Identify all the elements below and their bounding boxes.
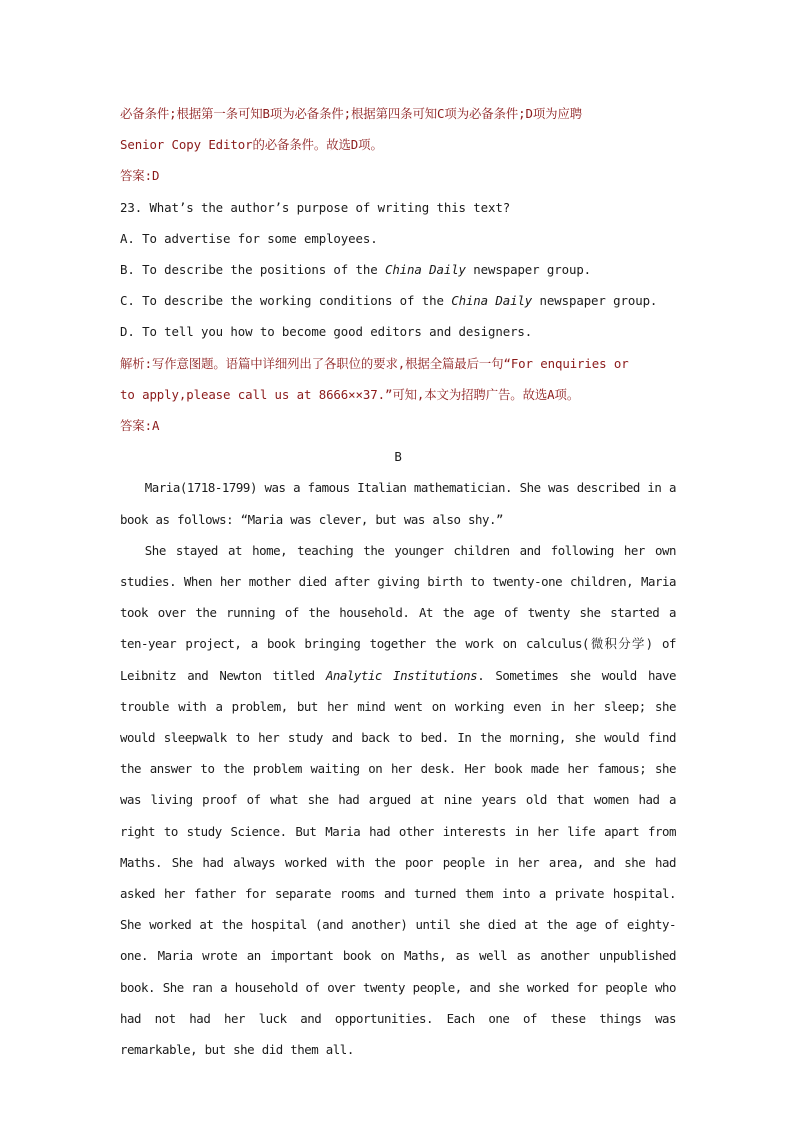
option-c-pre: C. To describe the working conditions of the [120, 293, 452, 309]
section-heading: B [394, 449, 402, 465]
analysis-23-cn-1: 解析:写作意图题。语篇中详细列出了各职位的要求,根据全篇最后一句 [120, 355, 504, 371]
option-b [120, 254, 676, 285]
analysis-23-cn-2: 可知,本文为招聘广告。故选A项。 [392, 386, 580, 402]
option-c-em: China Daily [451, 293, 533, 309]
analysis-23-en-2: to apply,please call us at 8666××37.” [120, 386, 393, 402]
analysis-prev-line-2: Senior Copy Editor的必备条件。故选D项。 [120, 137, 383, 153]
analysis-23-en-1: “For enquiries or [503, 355, 629, 371]
answer-23: 答案:A [120, 418, 160, 434]
answer-prev: 答案:D [120, 168, 160, 184]
option-a: A. To advertise for some employees. [120, 230, 378, 246]
passage-p2-part-a: She stayed at home, teaching the younger children and following her own studies. When her mother died after giving birth to twenty-one children, Maria took over the running of the household. At the age of twenty she started a ten-year project, a book bringing together the work on calculus(微积分学) of Leibnitz and Newton titled [120, 542, 676, 683]
option-d: D. To tell you how to become good editors and designers. [120, 324, 533, 340]
option-b-em: China Daily [384, 262, 466, 278]
question-23: 23. What’s the author’s purpose of writing this text? [120, 199, 511, 215]
option-b-pre: B. To describe the positions of the [120, 262, 385, 278]
passage-p2-part-b: . Sometimes she would have trouble with a problem, but her mind went on working even in her sleep; she would sleepwalk to her study and back to bed. In the morning, she would find the answer to the problem waiting on her desk. Her book made her famous; she was living proof of what she had argued at nine years old that women had a right to study Science. But Maria had other interests in her life apart from Maths. She had always worked with the poor people in her area, and she had asked her father for separate rooms and turned them into a private hospital. She worked at the hospital (and another) until she died at the age of eighty-one. Maria wrote an important book on Maths, as well as another unpublished book. She ran a household of over twenty people, and she worked for people who had not had her luck and opportunities. Each one of these things was remarkable, but she did them all. [120, 667, 676, 1058]
analysis-prev-line-1: 必备条件;根据第一条可知B项为必备条件;根据第四条可知C项为必备条件;D项为应聘 [120, 106, 583, 121]
analysis-23-line-1 [120, 348, 676, 379]
analysis-23-line-2 [120, 379, 676, 410]
passage-paragraph-1: Maria(1718-1799) was a famous Italian mathematician. She was described in a book as follows: “Maria was clever, but was also shy.” [120, 480, 676, 527]
passage-paragraph-2 [120, 535, 676, 1065]
option-c-post: newspaper group. [532, 293, 658, 309]
option-c [120, 285, 676, 316]
page-content [120, 98, 676, 1065]
book-title: Analytic Institutions [325, 667, 478, 683]
option-b-post: newspaper group. [465, 262, 592, 278]
